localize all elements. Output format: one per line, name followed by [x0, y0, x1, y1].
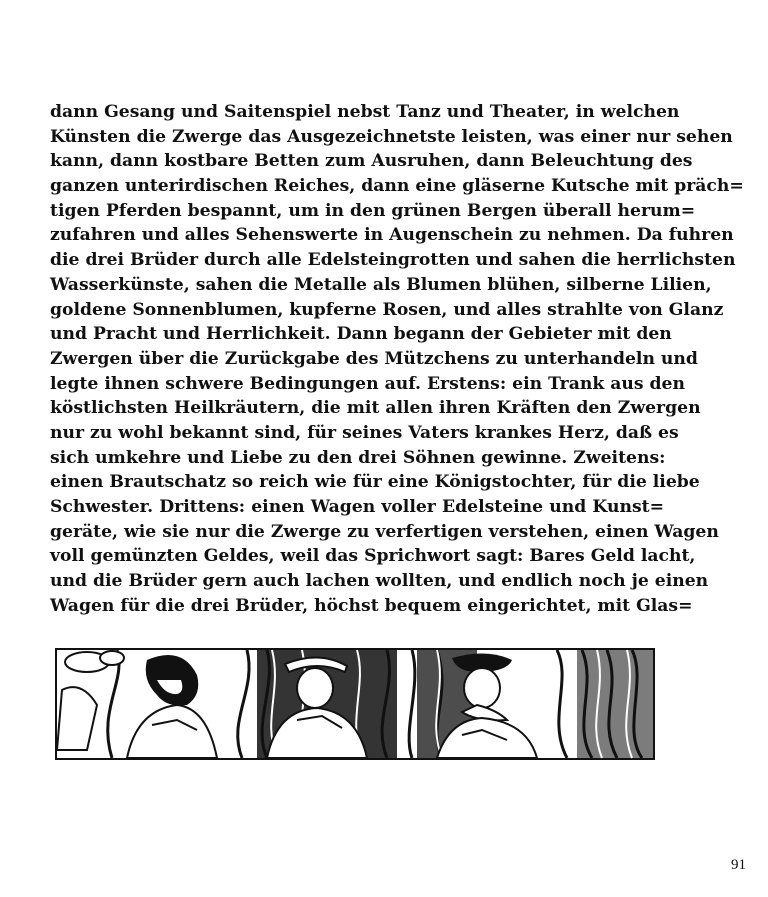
text-line: Künsten die Zwerge das Ausgezeichnetste leisten, was einer nur sehen: [50, 126, 733, 147]
text-line: goldene Sonnenblumen, kupferne Rosen, und alles strahlte von Glanz: [50, 299, 724, 320]
text-line: Schwester. Drittens: einen Wagen voller Edelsteine und Kunst=: [50, 497, 664, 517]
text-line: dann Gesang und Saitenspiel nebst Tanz und Theater, in welchen: [50, 102, 680, 122]
text-line: geräte, wie sie nur die Zwerge zu verfertigen verstehen, einen Wagen: [50, 521, 719, 542]
text-line: tigen Pferden bespannt, um in den grünen Bergen überall herum=: [50, 200, 696, 221]
text-line: voll gemünzten Geldes, weil das Sprichwort sagt: Bares Geld lacht,: [50, 546, 696, 567]
text-line: die drei Brüder durch alle Edelsteingrotten und sahen die herrlichsten: [50, 250, 736, 271]
text-line: ganzen unterirdischen Reiches, dann eine gläserne Kutsche mit präch=: [50, 176, 744, 197]
text-line: Wasserkünste, sahen die Metalle als Blumen blühen, silberne Lilien,: [50, 274, 712, 295]
text-line: Zwergen über die Zurückgabe des Mützchens zu unterhandeln und: [50, 348, 698, 369]
page-number: 91: [731, 857, 746, 873]
text-line: kann, dann kostbare Betten zum Ausruhen, dann Beleuchtung des: [50, 151, 693, 172]
text-line: Wagen für die drei Brüder, höchst bequem eingerichtet, mit Glas=: [50, 595, 693, 616]
text-line: sich umkehre und Liebe zu den drei Söhnen gewinne. Zweitens:: [50, 447, 666, 468]
body-text: [50, 100, 744, 618]
text-line: nur zu wohl bekannt sind, für seines Vaters krankes Herz, daß es: [50, 422, 679, 443]
text-line: und die Brüder gern auch lachen wollten, und endlich noch je einen: [50, 571, 709, 592]
three-brothers-illustration: [57, 650, 653, 758]
text-line: köstlichsten Heilkräutern, die mit allen ihren Kräften den Zwergen: [50, 398, 701, 419]
text-line: einen Brautschatz so reich wie für eine Königstochter, für die liebe: [50, 472, 700, 493]
text-line: zufahren und alles Sehenswerte in Augenschein zu nehmen. Da fuhren: [50, 225, 734, 246]
woodcut-illustration: [55, 648, 655, 760]
text-line: legte ihnen schwere Bedingungen auf. Erstens: ein Trank aus den: [50, 373, 685, 394]
text-line: und Pracht und Herrlichkeit. Dann begann der Gebieter mit den: [50, 324, 672, 345]
